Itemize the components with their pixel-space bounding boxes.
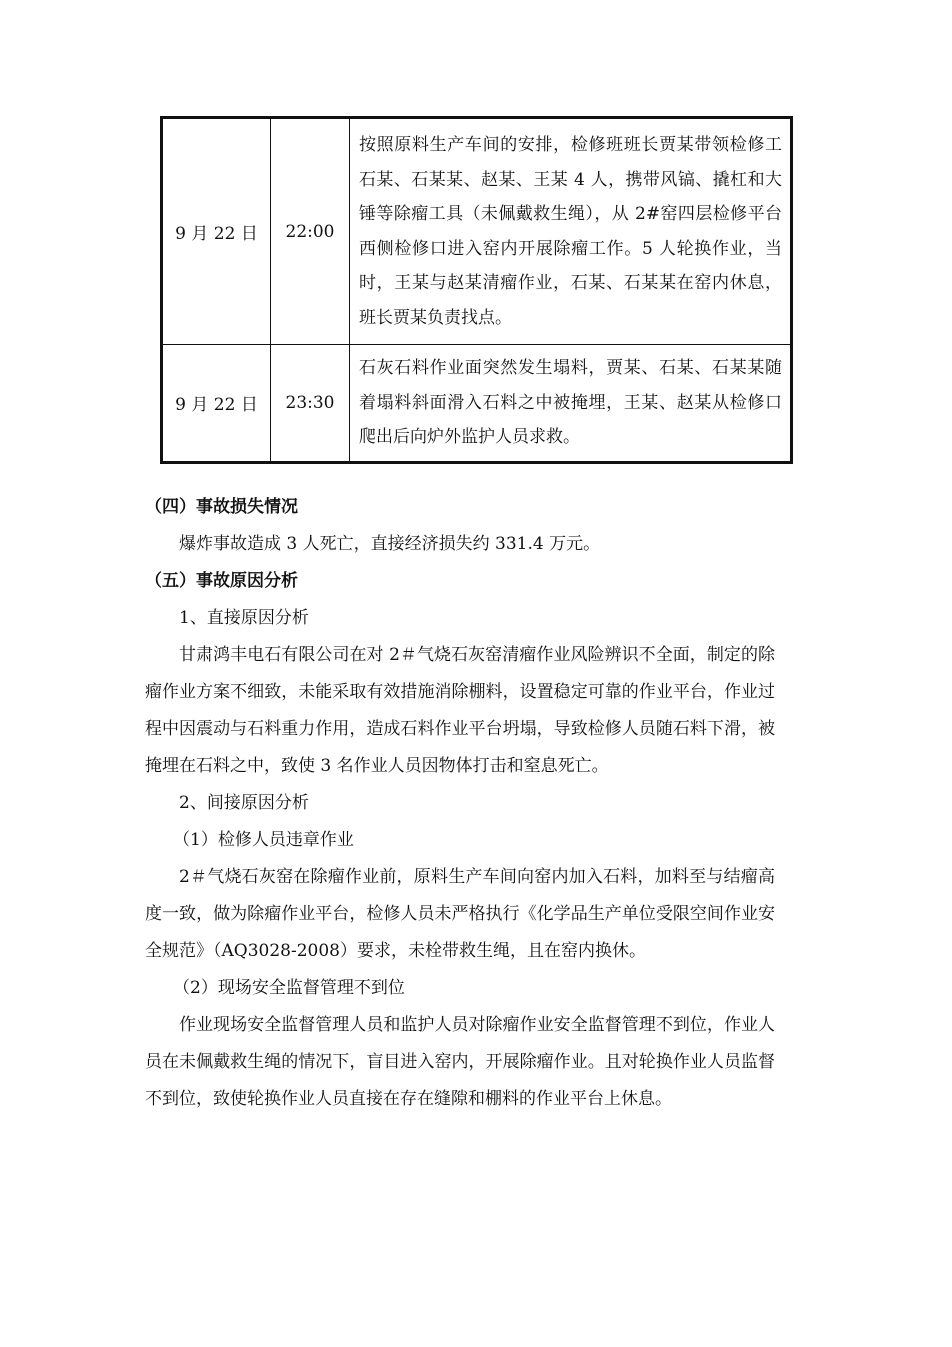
description-cell: 按照原料生产车间的安排，检修班班长贾某带领检修工石某、石某某、赵某、王某 4 人，携带风镐、撬杠和大锤等除瘤工具（未佩戴救生绳），从 2#窑四层检修平台西侧检修口进入窑内开展除瘤工作。5 人轮换作业，当时，王某与赵某清瘤作业，石某、石某某在窑内休息，班长贾某负责找点。	[350, 118, 792, 345]
date-cell: 9 月 22 日	[162, 345, 271, 463]
time-cell: 23:30	[271, 345, 350, 463]
time-cell: 22:00	[271, 118, 350, 345]
cause-item-2-title: （2）现场安全监督管理不到位	[173, 978, 405, 998]
cause-item-1-title: （1）检修人员违章作业	[173, 830, 354, 850]
section-heading-loss: （四）事故损失情况	[145, 497, 298, 517]
cause-item-2-paragraph: 作业现场安全监督管理人员和监护人员对除瘤作业安全监督管理不到位，作业人员在未佩戴救生绳的情况下，盲目进入窑内，开展除瘤作业。且对轮换作业人员监督不到位，致使轮换作业人员直接在存在缝隙和棚料的作业平台上休息。	[145, 1015, 775, 1109]
table-row	[162, 345, 792, 463]
timeline-table	[160, 116, 793, 464]
indirect-cause-title: 2、间接原因分析	[179, 793, 309, 813]
loss-paragraph: 爆炸事故造成 3 人死亡，直接经济损失约 331.4 万元。	[179, 534, 601, 554]
description-cell: 石灰石料作业面突然发生塌料，贾某、石某、石某某随着塌料斜面滑入石料之中被掩埋，王某、赵某从检修口爬出后向炉外监护人员求救。	[350, 345, 792, 463]
document-body	[145, 489, 775, 1118]
direct-cause-paragraph: 甘肃鸿丰电石有限公司在对 2＃气烧石灰窑清瘤作业风险辨识不全面，制定的除瘤作业方案不细致，未能采取有效措施消除棚料，设置稳定可靠的作业平台，作业过程中因震动与石料重力作用，造成石料作业平台坍塌，导致检修人员随石料下滑，被掩埋在石料之中，致使 3 名作业人员因物体打击和窒息死亡。	[145, 645, 775, 776]
direct-cause-title: 1、直接原因分析	[179, 608, 309, 628]
cause-item-1-paragraph: 2＃气烧石灰窑在除瘤作业前，原料生产车间向窑内加入石料，加料至与结瘤高度一致，做为除瘤作业平台，检修人员未严格执行《化学品生产单位受限空间作业安全规范》（AQ3028-2008）要求，未栓带救生绳，且在窑内换休。	[145, 867, 775, 961]
table-row	[162, 118, 792, 345]
section-heading-cause: （五）事故原因分析	[145, 571, 298, 591]
date-cell: 9 月 22 日	[162, 118, 271, 345]
